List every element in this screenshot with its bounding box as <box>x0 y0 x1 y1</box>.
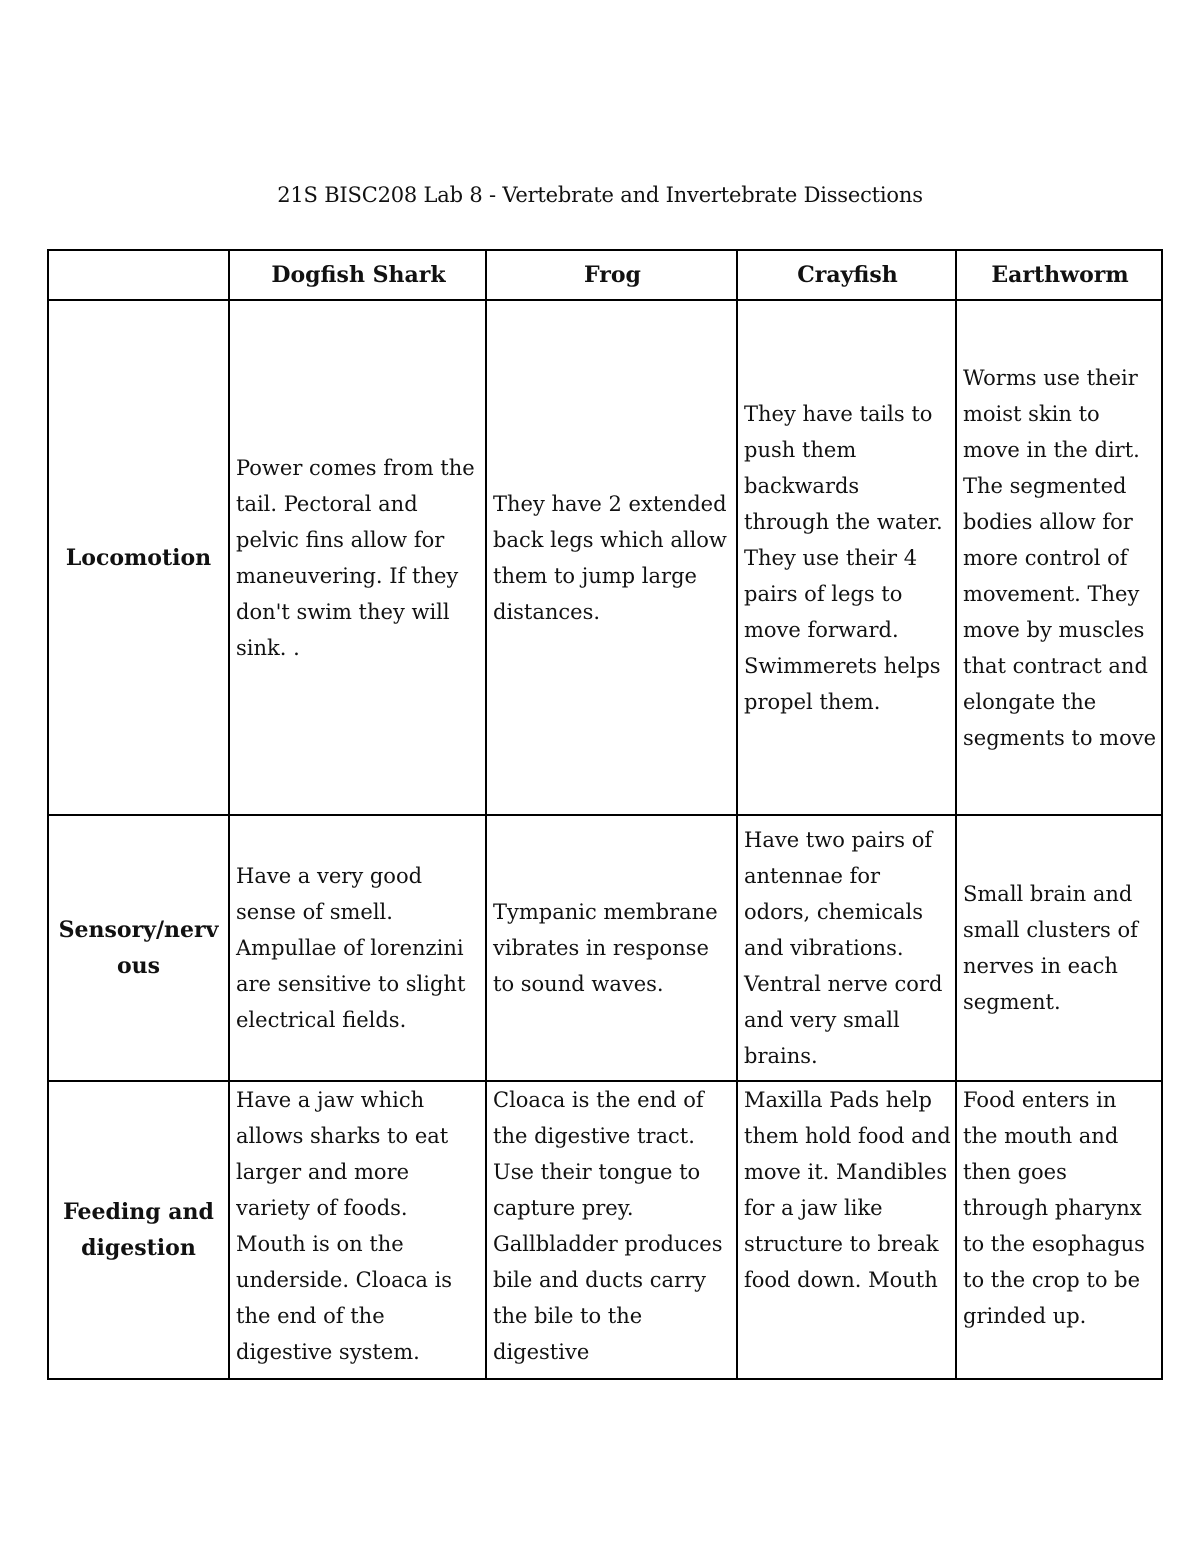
dissection-comparison-table <box>47 249 1163 1380</box>
cell-feeding-dogfish-text: Have a jaw which allows sharks to eat larger and more variety of foods. Mouth is on the underside. Cloaca is the end of the digestive system. <box>236 1088 453 1364</box>
header-empty-cell <box>48 250 229 300</box>
cell-feeding-frog <box>486 1081 737 1379</box>
cell-feeding-crayfish-text: Maxilla Pads help them hold food and move it. Mandibles for a jaw like structure to break food down. Mouth <box>744 1088 951 1292</box>
cell-feeding-frog-text: Cloaca is the end of the digestive tract. Use their tongue to capture prey. Gallbladder produces bile and ducts carry the bile to the digestive <box>493 1088 723 1364</box>
row-label-locomotion: Locomotion <box>48 300 229 815</box>
cell-locomotion-earthworm: Worms use their moist skin to move in the dirt. The segmented bodies allow for more control of movement. They move by muscles that contract and elongate the segments to move <box>956 300 1162 815</box>
table-row <box>48 815 1162 1081</box>
table-row <box>48 1081 1162 1379</box>
cell-feeding-earthworm <box>956 1081 1162 1379</box>
header-frog: Frog <box>486 250 737 300</box>
header-dogfish-shark: Dogfish Shark <box>229 250 486 300</box>
header-crayfish: Crayfish <box>737 250 956 300</box>
table-header-row <box>48 250 1162 300</box>
row-label-feeding-digestion: Feeding and digestion <box>48 1081 229 1379</box>
header-earthworm: Earthworm <box>956 250 1162 300</box>
cell-feeding-crayfish <box>737 1081 956 1379</box>
cell-locomotion-frog: They have 2 extended back legs which allow them to jump large distances. <box>486 300 737 815</box>
cell-locomotion-crayfish: They have tails to push them backwards through the water. They use their 4 pairs of legs to move forward. Swimmerets helps propel them. <box>737 300 956 815</box>
cell-sensory-crayfish: Have two pairs of antennae for odors, chemicals and vibrations. Ventral nerve cord and very small brains. <box>737 815 956 1081</box>
table-row <box>48 300 1162 815</box>
document-title: 21S BISC208 Lab 8 - Vertebrate and Invertebrate Dissections <box>277 183 923 207</box>
cell-sensory-dogfish: Have a very good sense of smell. Ampullae of lorenzini are sensitive to slight electrical fields. <box>229 815 486 1081</box>
cell-sensory-earthworm: Small brain and small clusters of nerves in each segment. <box>956 815 1162 1081</box>
cell-sensory-frog: Tympanic membrane vibrates in response to sound waves. <box>486 815 737 1081</box>
row-label-sensory-nervous: Sensory/nervous <box>48 815 229 1081</box>
cell-locomotion-dogfish: Power comes from the tail. Pectoral and pelvic fins allow for maneuvering. If they don't swim they will sink. . <box>229 300 486 815</box>
cell-feeding-dogfish <box>229 1081 486 1379</box>
cell-feeding-earthworm-text: Food enters in the mouth and then goes through pharynx to the esophagus to the crop to be grinded up. <box>963 1088 1145 1328</box>
